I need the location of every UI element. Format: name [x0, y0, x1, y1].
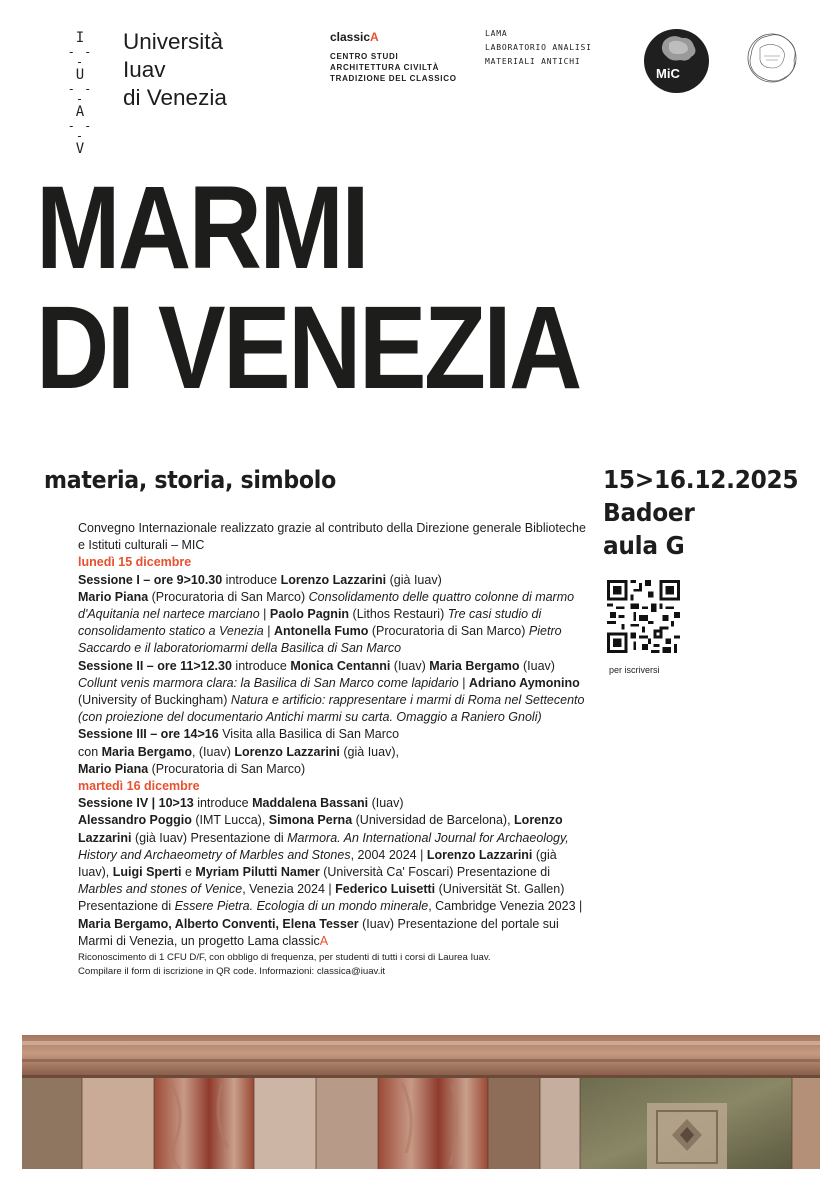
seal-emblem-icon [742, 28, 802, 88]
iuav-logo-mark: I - - - U - - - A - - - V [63, 30, 97, 158]
event-venue: Badoer [603, 498, 695, 527]
program-intro: Convegno Internazionale realizzato grazie al contributo della Direzione generale Biblioteche e Istituti culturali – MIC [78, 521, 586, 553]
iuav-letter: U [75, 67, 85, 83]
session-3: Sessione III – ore 14>16 Visita alla Basilica di San Marco con Maria Bergamo, (Iuav) Lorenzo Lazzarini (già Iuav), Mario Piana (Procuratoria di San Marco) [78, 727, 400, 776]
iuav-letter: I [75, 30, 85, 46]
qr-code[interactable] [607, 580, 680, 653]
classica-logo: classicA CENTRO STUDI ARCHITETTURA CIVILTÀ TRADIZIONE DEL CLASSICO [330, 30, 457, 83]
program-text [78, 520, 590, 978]
iuav-letter: A [75, 104, 85, 120]
session-4: Sessione IV | 10>13 introduce Maddalena Bassani (Iuav) Alessandro Poggio (IMT Lucca), Simona Perna (Universidad de Barcelona), Lorenzo Lazzarini (già Iuav) Presentazione di Marmora. An International Journal for Archaeology, History and Archaeometry of Marbles and Stones, 2004 2024 | Lorenzo Lazzarini (già Iuav), Luigi Sperti e Myriam Pilutti Namer (Università Ca' Foscari) Presentazione di Marbles and stones of Venice, Venezia 2024 | Federico Luisetti (Universität St. Gallen) Presentazione di Essere Pietra. Ecologia di un mondo minerale, Cambridge Venezia 2023 | Maria Bergamo, Alberto Conventi, Elena Tesser (Iuav) Presentazione del portale sui Marmi di Venezia, un progetto Lama classicA [78, 796, 583, 948]
session-1: Sessione I – ore 9>10.30 introduce Lorenzo Lazzarini (già Iuav) Mario Piana (Procuratoria di San Marco) Consolidamento delle quattro colonne di marmo d'Aquitania nel nartece marciano | Paolo Pagnin (Lithos Restauri) Tre casi studio di consolidamento statico a Venezia | Antonella Fumo (Procuratoria di San Marco) Pietro Saccardo e il laboratoriomarmi della Basilica di San Marco [78, 572, 575, 656]
mic-logo: MiC [644, 29, 709, 93]
event-info [603, 463, 798, 562]
marble-photo [22, 1035, 820, 1169]
page-title: MARMI DI VENEZIA [36, 162, 580, 414]
mic-emblem-icon [644, 29, 709, 93]
university-name: Università Iuav di Venezia [123, 29, 227, 110]
day-heading: martedì 16 dicembre [78, 779, 200, 794]
subtitle: materia, storia, simbolo [44, 466, 336, 494]
event-room: aula G [603, 531, 685, 560]
footnote: Riconoscimento di 1 CFU D/F, con obbligo di frequenza, per studenti di tutti i corsi di Laurea Iuav. Compilare il form di iscrizione in QR code. Informazioni: classica@iuav.it [78, 952, 491, 977]
iuav-letter: V [75, 141, 85, 157]
lama-logo: LAMA LABORATORIO ANALISI MATERIALI ANTICHI [485, 29, 592, 66]
qr-caption: per iscriversi [609, 665, 660, 675]
session-2: Sessione II – ore 11>12.30 introduce Monica Centanni (Iuav) Maria Bergamo (Iuav) Collunt venis marmora clara: la Basilica di San Marco come lapidario | Adriano Aymonino (University of Buckingham) Natura e artificio: rappresentare i marmi di Roma nel Settecento (con proiezione del documentario Antichi marmi su carta. Omaggio a Raniero Gnoli) [78, 658, 585, 725]
day-heading: lunedì 15 dicembre [78, 555, 192, 570]
event-dates: 15>16.12.2025 [603, 465, 799, 494]
